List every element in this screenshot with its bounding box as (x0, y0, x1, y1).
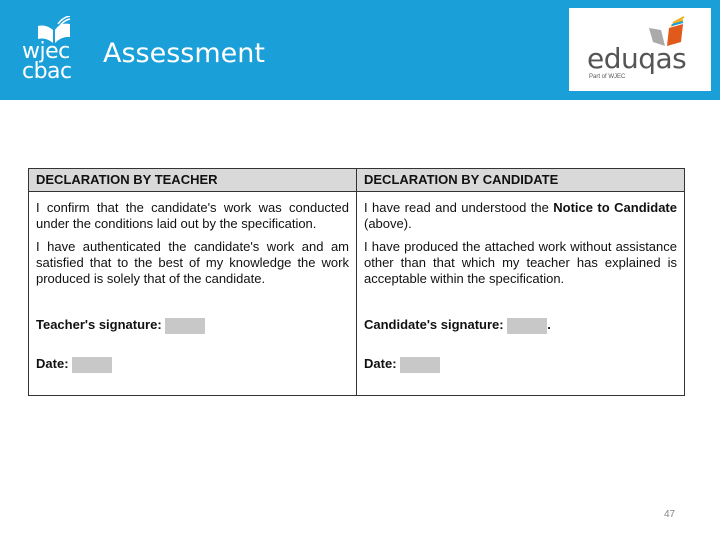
candidate-signature-label: Candidate's signature: (364, 317, 504, 332)
candidate-para-2: I have produced the attached work without assistance other than that which my teacher has explained is acceptable within the specification. (364, 239, 677, 286)
page-number: 47 (664, 509, 676, 520)
candidate-declaration: I have read and understood the Notice to Candidate (above). I have produced the attached work without assistance other than that which my teacher has explained is acceptable within the specification. Candidate's signature: . Date: (357, 192, 685, 396)
teacher-heading: DECLARATION BY TEACHER (29, 169, 357, 192)
teacher-date-field[interactable] (72, 357, 112, 373)
candidate-para-1-a: I have read and understood the (364, 200, 554, 215)
eduqas-tagline: Part of WJEC (589, 74, 626, 80)
candidate-date-field[interactable] (400, 357, 440, 373)
notice-to-candidate: Notice to Candidate (553, 200, 677, 215)
candidate-date-label: Date (364, 356, 393, 371)
candidate-heading: DECLARATION BY CANDIDATE (357, 169, 685, 192)
eduqas-wordmark: eduqas (587, 42, 687, 75)
candidate-signature-field[interactable] (507, 318, 547, 334)
teacher-para-2: I have authenticated the candidate's work and am satisfied that to the best of my knowledge the work produced is solely that of the candidate. (36, 239, 349, 286)
logo-line-1: wjec (22, 39, 70, 64)
page-title: Assessment (103, 38, 265, 69)
teacher-date-label: Date (36, 356, 65, 371)
wjec-logo (22, 14, 86, 84)
candidate-para-1-c: (above). (364, 216, 412, 231)
teacher-signature-label: Teacher's signature (36, 317, 158, 332)
header-banner (0, 0, 720, 100)
candidate-para-1 (364, 200, 677, 232)
teacher-para-1: I confirm that the candidate's work was conducted under the conditions laid out by the specification. (36, 200, 349, 231)
eduqas-logo (569, 8, 711, 91)
logo-line-2: cbac (22, 59, 72, 84)
declaration-table (28, 168, 685, 396)
teacher-signature-field[interactable] (165, 318, 205, 334)
teacher-declaration: I confirm that the candidate's work was conducted under the conditions laid out by the specification. I have authenticated the candidate's work and am satisfied that to the best of my knowledge the work produced is solely that of the candidate. Teacher's signature: Date: (29, 192, 357, 396)
